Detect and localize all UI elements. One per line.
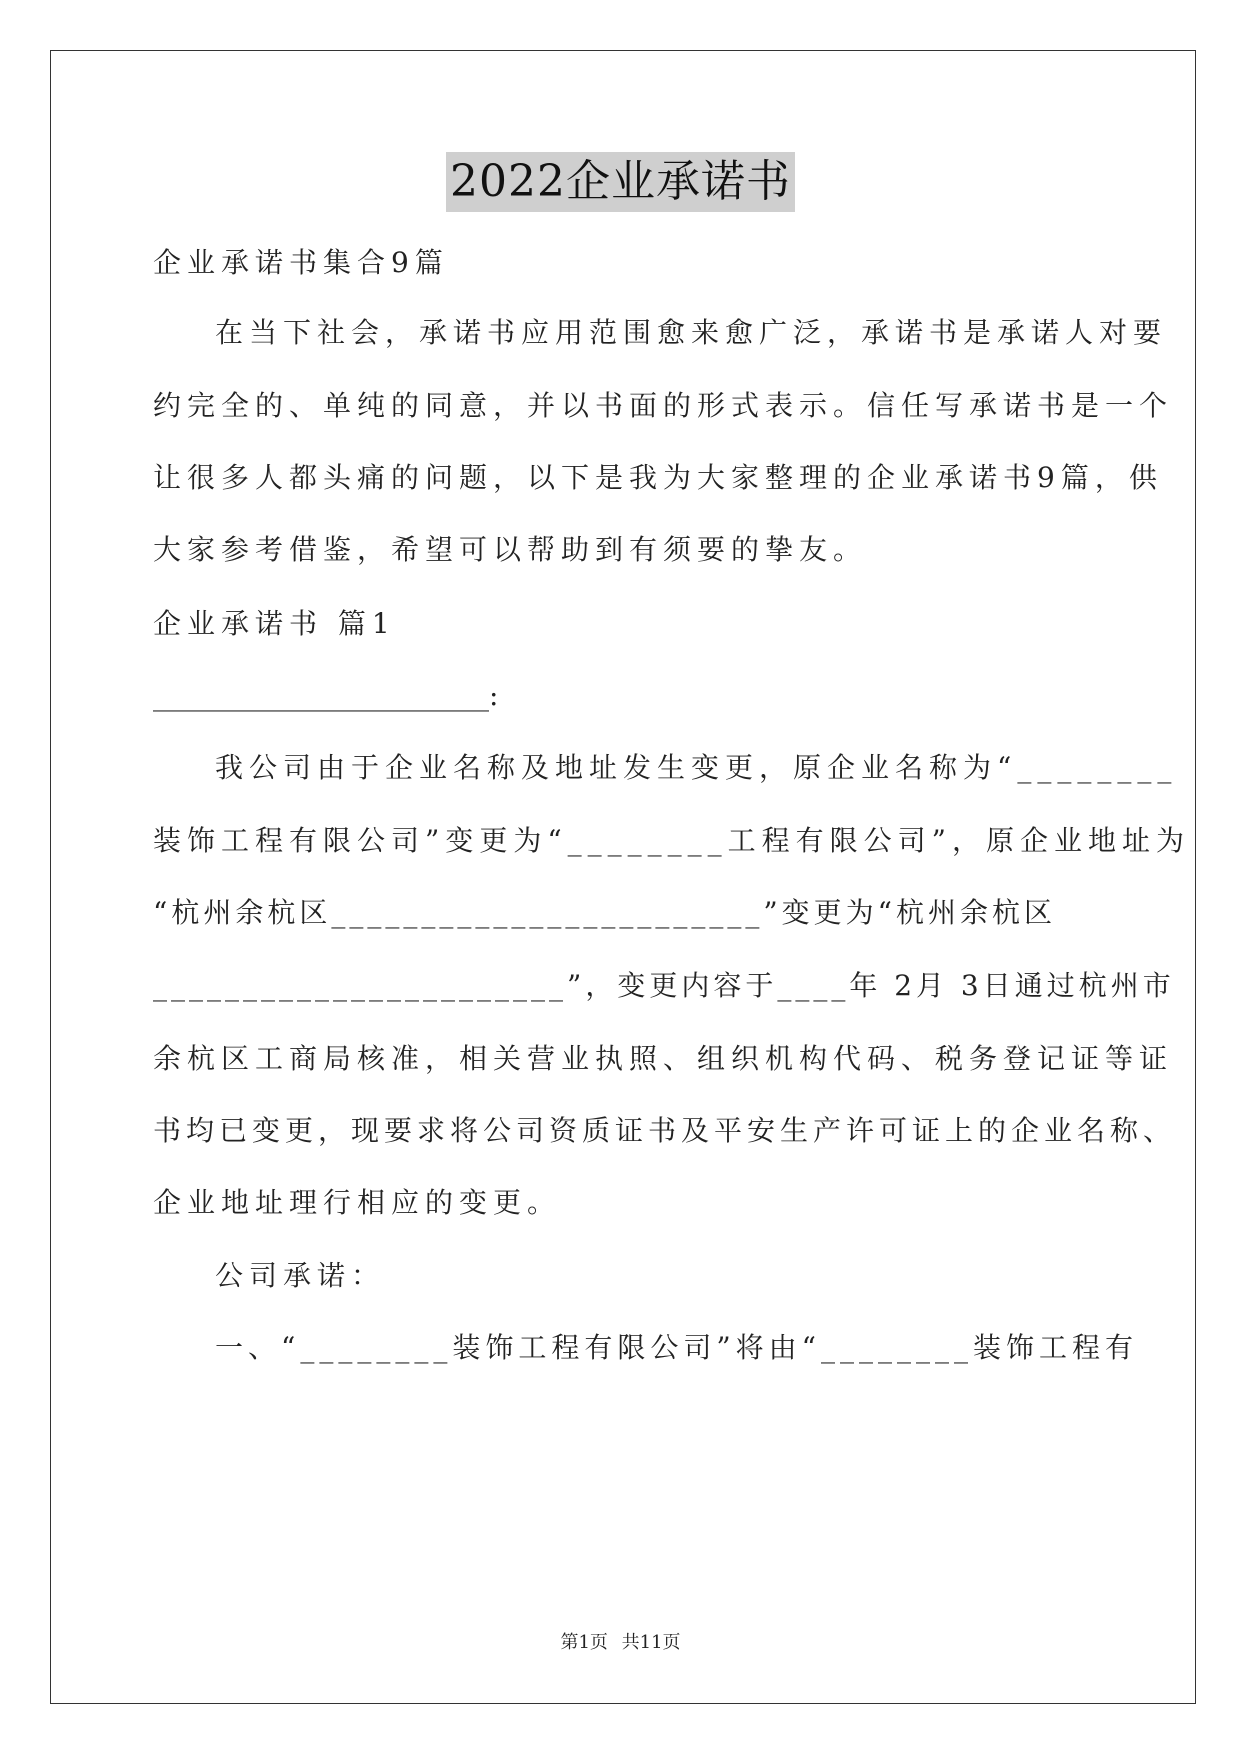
document-title-wrap bbox=[0, 152, 1241, 212]
paragraph-line: 让很多人都头痛的问题，以下是我为大家整理的企业承诺书9篇，供 bbox=[153, 461, 1163, 494]
subtitle-line: 企业承诺书集合9篇 bbox=[153, 246, 449, 279]
paragraph-line: 我公司由于企业名称及地址发生变更，原企业名称为“________ bbox=[215, 751, 1178, 784]
paragraph-line: 大家参考借鉴，希望可以帮助到有须要的挚友。 bbox=[153, 533, 868, 566]
addressee-line: ________________________: bbox=[153, 679, 499, 712]
section-heading: 企业承诺书 篇1 bbox=[153, 607, 396, 640]
paragraph-line: 一、“________装饰工程有限公司”将由“________装饰工程有 bbox=[215, 1331, 1138, 1364]
commitment-heading: 公司承诺： bbox=[215, 1259, 386, 1292]
page-number: 第1页 bbox=[560, 1632, 608, 1653]
paragraph-line: 企业地址理行相应的变更。 bbox=[153, 1186, 562, 1219]
page-border bbox=[50, 50, 1196, 1704]
paragraph-line: 书均已变更，现要求将公司资质证书及平安生产许可证上的企业名称、 bbox=[153, 1114, 1177, 1147]
paragraph-line: 装饰工程有限公司”变更为“________工程有限公司”，原企业地址为 bbox=[153, 824, 1190, 857]
document-title: 2022企业承诺书 bbox=[446, 152, 795, 212]
page-footer bbox=[0, 1631, 1241, 1655]
paragraph-line: 约完全的、单纯的同意，并以书面的形式表示。信任写承诺书是一个 bbox=[153, 389, 1174, 422]
paragraph-line: 在当下社会，承诺书应用范围愈来愈广泛，承诺书是承诺人对要 bbox=[215, 316, 1168, 349]
page-total: 共11页 bbox=[621, 1632, 681, 1653]
paragraph-line: _______________________”，变更内容于____年 2月 3日通过杭州市 bbox=[153, 969, 1175, 1002]
paragraph-line: “杭州余杭区________________________”变更为“杭州余杭区 bbox=[153, 896, 1056, 929]
paragraph-line: 余杭区工商局核准，相关营业执照、组织机构代码、税务登记证等证 bbox=[153, 1042, 1174, 1075]
